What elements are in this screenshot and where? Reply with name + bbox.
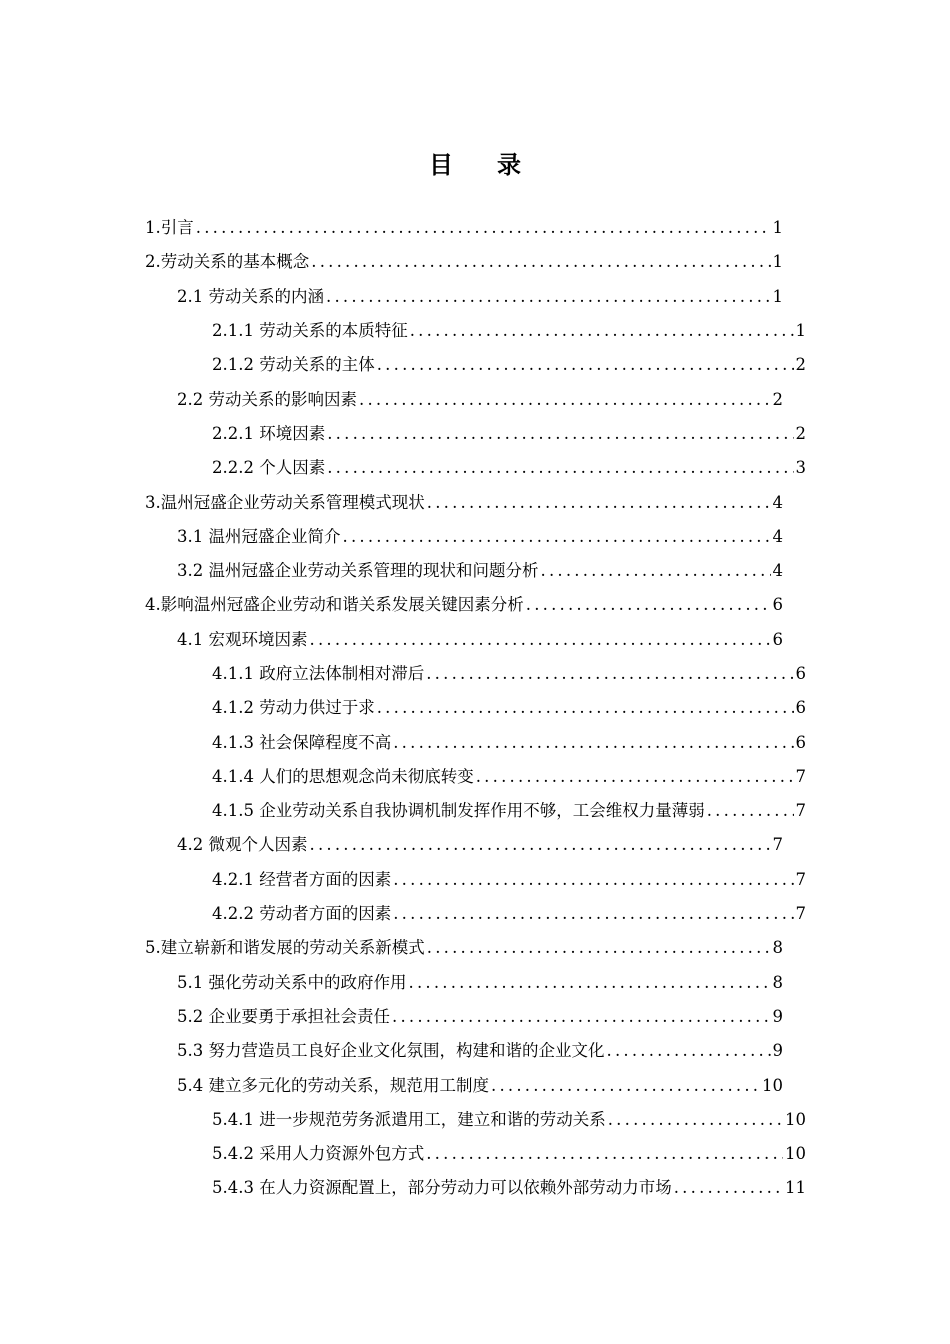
toc-entry [0, 211, 783, 245]
toc-entry [0, 382, 783, 416]
toc-entry [0, 863, 806, 897]
toc-dot-leader [409, 972, 771, 994]
toc-entry-text: 5.4 建立多元化的劳动关系，规范用工制度 [177, 1075, 489, 1095]
toc-entry-text: 4.1.2 劳动力供过于求 [212, 698, 375, 718]
toc-entry-text: 5.4.1 进一步规范劳务派遣用工，建立和谐的劳动关系 [212, 1109, 606, 1129]
toc-entry-text: 4.2.2 劳动者方面的因素 [212, 904, 392, 924]
toc-entry-page: 10 [762, 1075, 783, 1095]
toc-entry-page: 1 [772, 218, 783, 238]
toc-dot-leader [541, 560, 771, 582]
toc-dot-leader [476, 766, 794, 788]
toc-entry-text: 2.1 劳动关系的内涵 [177, 286, 324, 306]
toc-dot-leader [359, 389, 771, 411]
toc-entry-page: 6 [795, 732, 806, 752]
toc-entry [0, 520, 783, 554]
toc-entry [0, 1034, 783, 1068]
toc-entry-text: 3.1 温州冠盛企业简介 [177, 526, 341, 546]
toc-entry-text: 4.1.4 人们的思想观念尚未彻底转变 [212, 766, 474, 786]
toc-entry [0, 966, 783, 1000]
toc-entry-text: 4.1.5 企业劳动关系自我协调机制发挥作用不够，工会维权力量薄弱 [212, 801, 705, 821]
toc-dot-leader [393, 869, 793, 891]
toc-entry [0, 417, 806, 451]
toc-entry [0, 760, 806, 794]
toc-entry-text: 2.劳动关系的基本概念 [145, 252, 310, 272]
toc-list [0, 211, 950, 1206]
toc-entry-page: 11 [785, 1178, 806, 1198]
toc-entry-text: 4.2.1 经营者方面的因素 [212, 869, 392, 889]
toc-entry [0, 1068, 783, 1102]
toc-entry-text: 2.1.2 劳动关系的主体 [212, 355, 375, 375]
toc-entry [0, 931, 783, 965]
toc-dot-leader [343, 526, 771, 548]
toc-entry-page: 7 [795, 766, 806, 786]
toc-entry-page: 1 [772, 252, 783, 272]
toc-dot-leader [491, 1075, 760, 1097]
toc-entry-page: 7 [795, 801, 806, 821]
toc-entry [0, 1171, 806, 1205]
toc-dot-leader [327, 423, 793, 445]
toc-entry-text: 3.温州冠盛企业劳动关系管理模式现状 [145, 492, 425, 512]
toc-entry-page: 4 [772, 492, 783, 512]
toc-entry-page: 10 [785, 1144, 806, 1164]
toc-dot-leader [393, 903, 793, 925]
toc-entry-page: 8 [772, 972, 783, 992]
toc-entry-text: 5.2 企业要勇于承担社会责任 [177, 1006, 390, 1026]
toc-entry [0, 1103, 806, 1137]
toc-entry [0, 280, 783, 314]
toc-entry [0, 588, 783, 622]
toc-dot-leader [427, 492, 771, 514]
toc-dot-leader [707, 800, 794, 822]
toc-dot-leader [377, 354, 794, 376]
toc-entry-page: 3 [795, 458, 806, 478]
toc-entry [0, 314, 806, 348]
toc-entry-page: 9 [772, 1006, 783, 1026]
toc-entry-page: 6 [772, 629, 783, 649]
toc-entry [0, 657, 806, 691]
toc-dot-leader [327, 457, 793, 479]
toc-entry-page: 8 [772, 938, 783, 958]
toc-dot-leader [310, 834, 771, 856]
toc-entry-text: 4.2 微观个人因素 [177, 835, 308, 855]
toc-entry [0, 348, 806, 382]
toc-dot-leader [196, 217, 771, 239]
toc-entry [0, 794, 806, 828]
toc-dot-leader [526, 594, 771, 616]
toc-entry-page: 7 [795, 904, 806, 924]
toc-entry-page: 7 [795, 869, 806, 889]
toc-entry-page: 7 [772, 835, 783, 855]
toc-entry-page: 4 [772, 526, 783, 546]
toc-entry-page: 6 [795, 664, 806, 683]
toc-entry-page: 2 [795, 423, 806, 443]
toc-entry-text: 2.1.1 劳动关系的本质特征 [212, 321, 408, 341]
toc-entry [0, 1000, 783, 1034]
toc-entry-text: 4.1.3 社会保障程度不高 [212, 732, 392, 752]
toc-entry [0, 623, 783, 657]
toc-dot-leader [608, 1109, 783, 1131]
toc-entry [0, 554, 783, 588]
toc-entry-text: 5.1 强化劳动关系中的政府作用 [177, 972, 407, 992]
toc-entry-text: 4.影响温州冠盛企业劳动和谐关系发展关键因素分析 [145, 595, 524, 615]
toc-dot-leader [674, 1177, 783, 1199]
toc-dot-leader [326, 286, 771, 308]
toc-dot-leader [392, 1006, 771, 1028]
toc-entry [0, 897, 806, 931]
toc-entry [0, 451, 806, 485]
toc-entry-page: 10 [785, 1109, 806, 1129]
toc-entry-text: 5.3 努力营造员工良好企业文化氛围，构建和谐的企业文化 [177, 1041, 605, 1061]
toc-entry-text: 2.2.2 个人因素 [212, 458, 326, 478]
toc-entry-text: 5.4.2 采用人力资源外包方式 [212, 1144, 425, 1164]
toc-dot-leader [310, 629, 771, 651]
toc-entry [0, 691, 806, 725]
toc-entry-page: 4 [772, 561, 783, 581]
toc-entry-page: 1 [795, 321, 806, 341]
toc-entry-page: 2 [772, 389, 783, 409]
toc-entry-page: 6 [772, 595, 783, 615]
toc-entry-text: 5.建立崭新和谐发展的劳动关系新模式 [145, 938, 425, 958]
toc-dot-leader [427, 937, 771, 959]
toc-dot-leader [393, 732, 793, 754]
toc-entry [0, 828, 783, 862]
toc-entry-text: 4.1.1 政府立法体制相对滞后 [212, 664, 425, 683]
toc-entry-text: 5.4.3 在人力资源配置上，部分劳动力可以依赖外部劳动力市场 [212, 1178, 672, 1198]
toc-entry-page: 1 [772, 286, 783, 306]
toc-entry-text: 2.2.1 环境因素 [212, 423, 326, 443]
toc-dot-leader [377, 697, 794, 719]
toc-entry [0, 485, 783, 519]
toc-entry-text: 3.2 温州冠盛企业劳动关系管理的现状和问题分析 [177, 561, 539, 581]
toc-entry-text: 2.2 劳动关系的影响因素 [177, 389, 357, 409]
toc-entry [0, 1137, 806, 1171]
toc-entry [0, 725, 806, 759]
toc-dot-leader [426, 663, 793, 685]
toc-entry-page: 9 [772, 1041, 783, 1061]
toc-title: 目录 [429, 151, 565, 179]
toc-dot-leader [607, 1040, 771, 1062]
toc-entry [0, 245, 783, 279]
toc-entry-text: 1.引言 [145, 218, 194, 238]
toc-entry-page: 6 [795, 698, 806, 718]
toc-dot-leader [311, 251, 770, 273]
toc-dot-leader [410, 320, 794, 342]
toc-dot-leader [426, 1143, 783, 1165]
toc-entry-page: 2 [795, 355, 806, 375]
toc-entry-text: 4.1 宏观环境因素 [177, 629, 308, 649]
